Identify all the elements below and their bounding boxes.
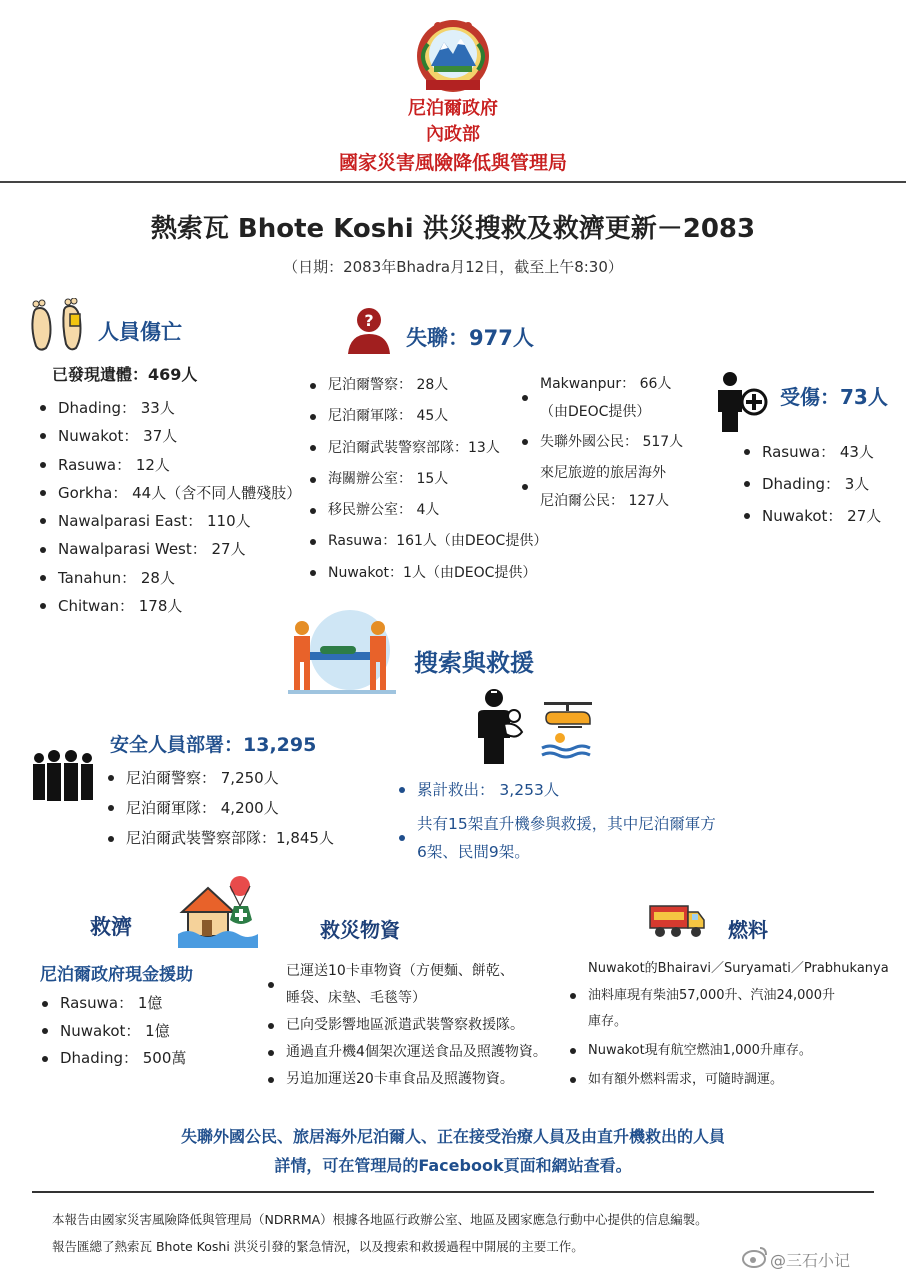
- item-line: 油料庫現有柴油57,000升、汽油24,000升: [588, 987, 835, 1003]
- fuel-heading: 燃料: [728, 918, 768, 942]
- item-line: 來尼旅遊的旅居海外: [540, 465, 666, 481]
- list-item: Nuwakot現有航空燃油1,000升庫存。: [566, 1038, 889, 1065]
- footer-line-1: 本報告由國家災害風險降低與管理局（NDRRMA）根據各地區行政辦公室、地區及國家應急行動中心提供的信息編製。: [52, 1212, 708, 1227]
- page-title: 熱索瓦 Bhote Koshi 洪災搜救及救濟更新－2083: [150, 214, 756, 244]
- item-line: Makwanpur： 66人: [540, 376, 672, 392]
- list-item: Rasuwa： 43人: [740, 436, 881, 468]
- item-line: 庫存。: [588, 1014, 628, 1029]
- fuel-list: [566, 956, 889, 1094]
- item-line: 睡袋、床墊、毛毯等）: [286, 990, 426, 1006]
- list-item: Dhading： 500萬: [38, 1045, 186, 1073]
- personnel-list: [104, 763, 334, 854]
- helicopter-icon: [538, 700, 598, 760]
- item-line: 6架、民間9架。: [417, 843, 530, 861]
- list-item: Nuwakot： 37人: [36, 422, 301, 450]
- helicopters-info: [395, 810, 716, 866]
- list-item: [566, 956, 889, 1036]
- notice-line-2: 詳情，可在管理局的Facebook頁面和網站查看。: [274, 1156, 632, 1175]
- list-item: [518, 459, 683, 515]
- missing-list-1: [306, 370, 547, 589]
- list-item: Gorkha： 44人（含不同人體殘肢）: [36, 479, 301, 507]
- casualties-heading: 人員傷亡: [98, 320, 182, 344]
- list-item: Nawalparasi West： 27人: [36, 535, 301, 563]
- nepal-emblem-logo: [408, 14, 498, 98]
- item-line: 共有15架直升機參與救援，其中尼泊爾軍方: [417, 815, 716, 833]
- list-item: 尼泊爾武裝警察部隊：13人: [306, 433, 547, 464]
- bodies-found: 已發現遺體：469人: [52, 365, 198, 384]
- footer-divider: [32, 1191, 874, 1193]
- list-item: 另追加運送20卡車食品及照護物資。: [264, 1066, 547, 1093]
- fuel-truck-icon: [648, 902, 706, 938]
- item-line: 失聯外國公民： 517人: [540, 434, 684, 450]
- list-item: Nuwakot： 1億: [38, 1018, 186, 1046]
- supplies-list: [264, 958, 547, 1093]
- header-line-1: 尼泊爾政府: [408, 98, 498, 119]
- page-subtitle: （日期：2083年Bhadra月12日，截至上午8:30）: [283, 258, 623, 276]
- injured-person-icon: [714, 370, 770, 434]
- header-line-3: 國家災害風險降低與管理局: [338, 152, 567, 174]
- list-item: Dhading： 33人: [36, 394, 301, 422]
- list-item: [518, 370, 683, 426]
- list-item: 尼泊爾警察： 7,250人: [104, 763, 334, 793]
- rescued-count: 累計救出： 3,253人: [395, 776, 716, 804]
- list-item: 尼泊爾武裝警察部隊：1,845人: [104, 823, 334, 853]
- list-item: Rasuwa：161人（由DEOC提供）: [306, 526, 547, 557]
- list-item: 如有額外燃料需求，可隨時調運。: [566, 1067, 889, 1094]
- missing-list-2: [518, 370, 683, 515]
- list-item: Dhading： 3人: [740, 468, 881, 500]
- list-item: 尼泊爾軍隊： 4,200人: [104, 793, 334, 823]
- list-item: Rasuwa： 1億: [38, 990, 186, 1018]
- rescuers-stretcher-illustration: [280, 604, 406, 700]
- weibo-icon: [742, 1246, 768, 1268]
- list-item: [264, 958, 547, 1012]
- rescuer-carrying-child-icon: [470, 688, 526, 764]
- list-item: Nuwakot：1人（由DEOC提供）: [306, 558, 547, 589]
- personnel-heading: 安全人員部署：13,295: [110, 734, 317, 756]
- injured-heading: 受傷：73人: [780, 385, 888, 409]
- list-item: 尼泊爾警察： 28人: [306, 370, 547, 401]
- list-item: 已向受影響地區派遣武裝警察救援隊。: [264, 1012, 547, 1039]
- list-item: Rasuwa： 12人: [36, 451, 301, 479]
- item-line: 已運送10卡車物資（方便麵、餅乾、: [286, 963, 514, 979]
- list-item: 尼泊爾軍隊： 45人: [306, 401, 547, 432]
- list-item: Nuwakot： 27人: [740, 500, 881, 532]
- injured-list: [740, 436, 881, 532]
- relief-heading: 救濟: [90, 915, 132, 939]
- casualties-list: [36, 394, 301, 620]
- item-line: （由DEOC提供）: [540, 404, 651, 420]
- footer-line-2: 報告匯總了熱索瓦 Bhote Koshi 洪災引發的緊急情況，以及搜索和救援過程中開展的主要工作。: [52, 1239, 584, 1254]
- item-line: 尼泊爾公民： 127人: [540, 493, 670, 509]
- missing-person-icon: [344, 304, 394, 354]
- list-item: 通過直升機4個架次運送食品及照護物資。: [264, 1039, 547, 1066]
- item-line: Nuwakot的Bhairavi／Suryamati／Prabhukanya: [588, 961, 889, 976]
- supplies-heading: 救災物資: [320, 918, 400, 942]
- notice-line-1: 失聯外國公民、旅居海外尼泊爾人、正在接受治療人員及由直升機救出的人員: [180, 1127, 725, 1146]
- header-line-2: 內政部: [426, 124, 480, 145]
- list-item: [518, 428, 683, 456]
- relief-subheading: 尼泊爾政府現金援助: [40, 965, 193, 985]
- footprints-icon: [26, 298, 88, 354]
- search-rescue-heading: 搜索與救援: [414, 649, 534, 677]
- svg-text:?: ?: [364, 311, 374, 330]
- personnel-group-icon: [30, 748, 96, 802]
- list-item: 海關辦公室： 15人: [306, 464, 547, 495]
- list-item: Nawalparasi East： 110人: [36, 507, 301, 535]
- header-divider: [0, 181, 906, 183]
- flooded-house-aid-icon: [178, 872, 260, 948]
- list-item: Tanahun： 28人: [36, 564, 301, 592]
- list-item: Chitwan： 178人: [36, 592, 301, 620]
- missing-heading: 失聯：977人: [406, 326, 534, 350]
- rescue-stats-list: [395, 776, 716, 866]
- relief-list: [38, 990, 186, 1073]
- list-item: 移民辦公室： 4人: [306, 495, 547, 526]
- watermark: @三石小记: [770, 1251, 851, 1270]
